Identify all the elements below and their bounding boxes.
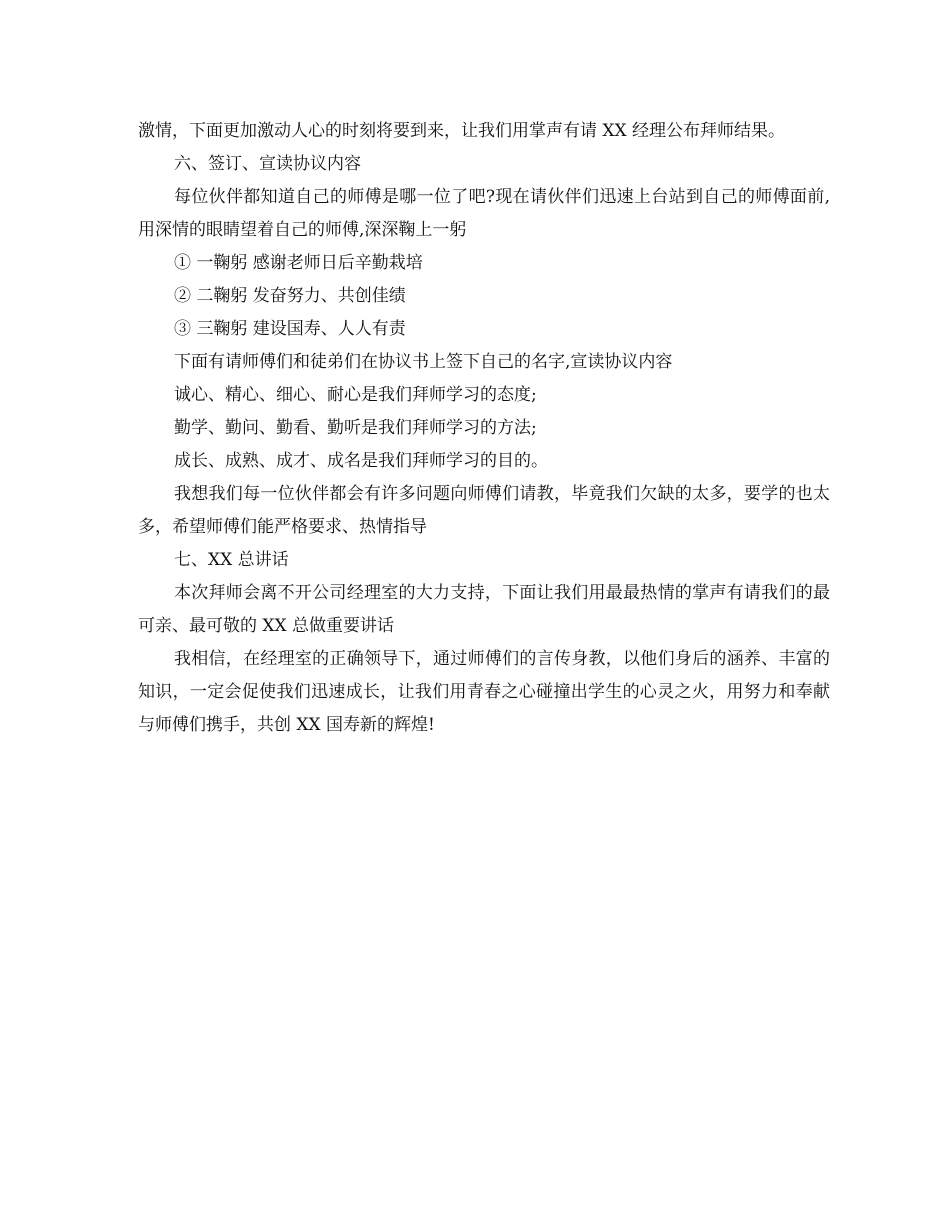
list-item-third-bow: ③ 三鞠躬 建设国寿、人人有责 — [174, 319, 406, 339]
heading-section-six: 六、签订、宣读协议内容 — [174, 154, 361, 174]
paragraph-bow-instructions: 每位伙伴都知道自己的师傅是哪一位了吧?现在请伙伴们迅速上台站到自己的师傅面前,用深情的眼睛望着自己的师傅,深深鞠上一躬 — [138, 187, 830, 240]
paragraph-sign-agreement: 下面有请师傅们和徒弟们在协议书上签下自己的名字,宣读协议内容 — [174, 352, 673, 372]
heading-section-seven: 七、XX 总讲话 — [174, 550, 289, 570]
agreement-line-attitude: 诚心、精心、细心、耐心是我们拜师学习的态度; — [174, 385, 537, 405]
paragraph-continued-intro: 激情，下面更加激动人心的时刻将要到来，让我们用掌声有请 XX 经理公布拜师结果。 — [138, 121, 786, 141]
paragraph-closing: 我相信，在经理室的正确领导下，通过师傅们的言传身教，以他们身后的涵养、丰富的知识，一定会促使我们迅速成长，让我们用青春之心碰撞出学生的心灵之火，用努力和奉献与师傅们携手，共创 XX 国寿新的辉煌! — [138, 649, 830, 735]
paragraph-invite-speech: 本次拜师会离不开公司经理室的大力支持，下面让我们用最最热情的掌声有请我们的最可亲、最可敬的 XX 总做重要讲话 — [138, 583, 830, 636]
paragraph-ask-masters: 我想我们每一位伙伴都会有许多问题向师傅们请教，毕竟我们欠缺的太多，要学的也太多，希望师傅们能严格要求、热情指导 — [138, 484, 830, 537]
list-item-first-bow: ① 一鞠躬 感谢老师日后辛勤栽培 — [174, 253, 423, 273]
document-body — [138, 115, 830, 742]
agreement-line-method: 勤学、勤问、勤看、勤听是我们拜师学习的方法; — [174, 418, 537, 438]
agreement-line-goal: 成长、成熟、成才、成名是我们拜师学习的目的。 — [174, 451, 548, 471]
list-item-second-bow: ② 二鞠躬 发奋努力、共创佳绩 — [174, 286, 406, 306]
